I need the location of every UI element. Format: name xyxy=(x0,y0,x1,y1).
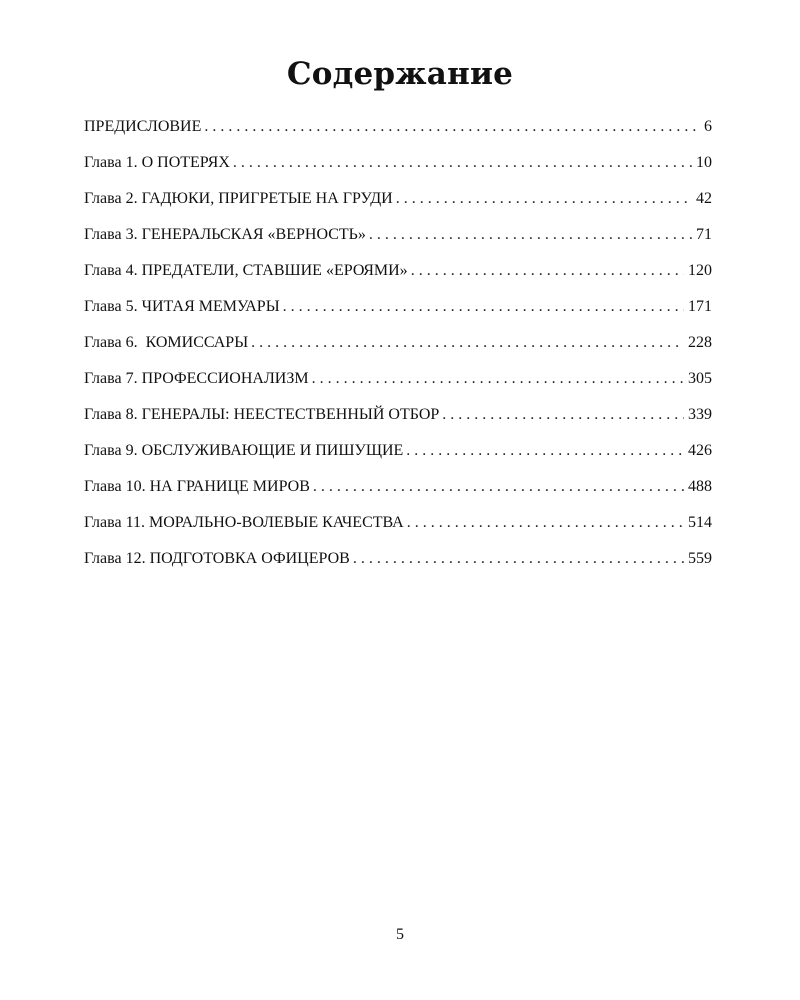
toc-entry-chapter-12 xyxy=(84,550,712,586)
toc-entry-page: 305 xyxy=(688,370,712,387)
dot-leader xyxy=(407,514,684,532)
table-of-contents xyxy=(84,118,712,586)
dot-leader xyxy=(396,190,692,208)
dot-leader xyxy=(406,442,684,460)
toc-entry-label: Глава 11. МОРАЛЬНО-ВОЛЕВЫЕ КАЧЕСТВА xyxy=(84,514,404,531)
toc-entry-label: Глава 6. КОМИССАРЫ xyxy=(84,334,249,351)
dot-leader xyxy=(233,154,692,172)
toc-entry-page: 6 xyxy=(704,118,712,135)
toc-entry-page: 514 xyxy=(688,514,712,531)
toc-entry-label: Глава 3. ГЕНЕРАЛЬСКАЯ «ВЕРНОСТЬ» xyxy=(84,226,366,243)
toc-entry-page: 171 xyxy=(688,298,712,315)
toc-entry-chapter-10 xyxy=(84,478,712,514)
toc-entry-label: Глава 5. ЧИТАЯ МЕМУАРЫ xyxy=(84,298,280,315)
toc-entry-label: Глава 1. О ПОТЕРЯХ xyxy=(84,154,230,171)
toc-entry-label: Глава 9. ОБСЛУЖИВАЮЩИЕ И ПИШУЩИЕ xyxy=(84,442,404,459)
toc-entry-preface xyxy=(84,118,712,154)
toc-entry-page: 120 xyxy=(688,262,712,279)
toc-entry-page: 71 xyxy=(696,226,712,243)
toc-entry-page: 228 xyxy=(688,334,712,351)
toc-entry-label: Глава 7. ПРОФЕССИОНАЛИЗМ xyxy=(84,370,309,387)
dot-leader xyxy=(442,406,684,424)
dot-leader xyxy=(411,262,684,280)
toc-entry-label: ПРЕДИСЛОВИЕ xyxy=(84,118,202,135)
toc-entry-chapter-3 xyxy=(84,226,712,262)
toc-entry-page: 10 xyxy=(696,154,712,171)
toc-entry-chapter-2 xyxy=(84,190,712,226)
toc-entry-chapter-8 xyxy=(84,406,712,442)
dot-leader xyxy=(313,478,684,496)
toc-entry-chapter-4 xyxy=(84,262,712,298)
page-number: 5 xyxy=(396,926,404,943)
toc-entry-chapter-6 xyxy=(84,334,712,370)
toc-entry-label: Глава 8. ГЕНЕРАЛЫ: НЕЕСТЕСТВЕННЫЙ ОТБОР xyxy=(84,406,440,423)
toc-entry-chapter-11 xyxy=(84,514,712,550)
toc-entry-chapter-1 xyxy=(84,154,712,190)
dot-leader xyxy=(369,226,692,244)
toc-entry-label: Глава 4. ПРЕДАТЕЛИ, СТАВШИЕ «ЕРОЯМИ» xyxy=(84,262,408,279)
toc-entry-chapter-5 xyxy=(84,298,712,334)
toc-entry-chapter-7 xyxy=(84,370,712,406)
dot-leader xyxy=(312,370,684,388)
toc-entry-chapter-9 xyxy=(84,442,712,478)
dot-leader xyxy=(283,298,684,316)
toc-entry-page: 488 xyxy=(688,478,712,495)
dot-leader xyxy=(353,550,684,568)
toc-entry-page: 559 xyxy=(688,550,712,567)
toc-entry-page: 42 xyxy=(696,190,712,207)
toc-entry-label: Глава 2. ГАДЮКИ, ПРИГРЕТЫЕ НА ГРУДИ xyxy=(84,190,393,207)
toc-entry-label: Глава 10. НА ГРАНИЦЕ МИРОВ xyxy=(84,478,310,495)
dot-leader xyxy=(251,334,684,352)
toc-entry-label: Глава 12. ПОДГОТОВКА ОФИЦЕРОВ xyxy=(84,550,350,567)
toc-entry-page: 426 xyxy=(688,442,712,459)
dot-leader xyxy=(204,118,700,136)
page-title: Содержание xyxy=(286,56,514,92)
toc-entry-page: 339 xyxy=(688,406,712,423)
